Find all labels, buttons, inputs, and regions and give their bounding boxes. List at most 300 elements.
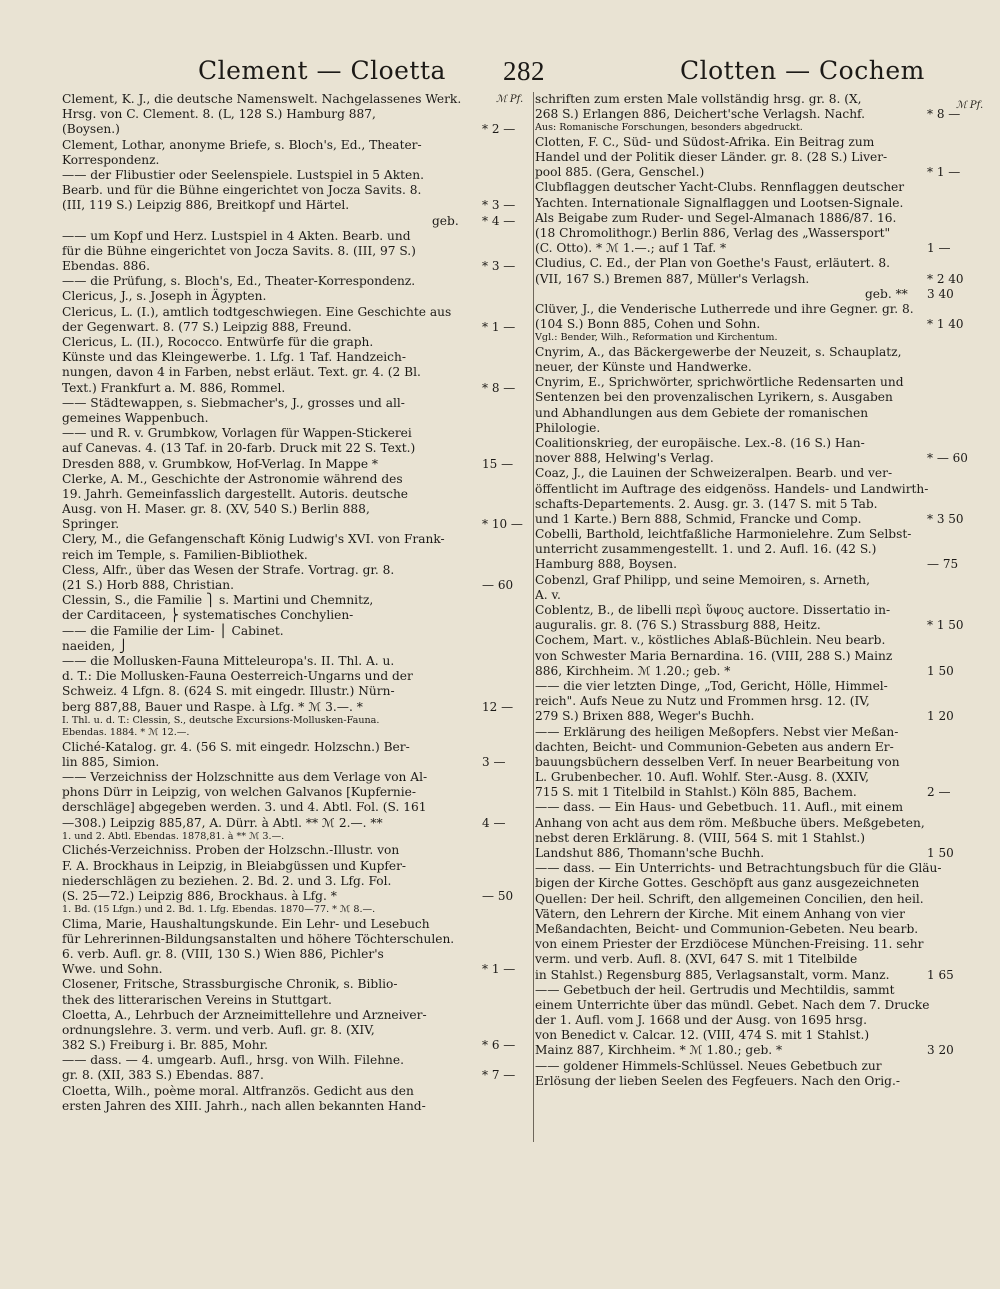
catalog-line-text: Sentenzen bei den provenzalischen Lyrikern, s. Ausgaben xyxy=(535,390,893,405)
catalog-line-text: Als Beigabe zum Ruder- und Segel-Almanach 1886/87. 16. xyxy=(535,210,897,225)
catalog-line xyxy=(535,573,975,588)
catalog-line-text: unterricht zusammengestellt. 1. und 2. Aufl. 16. (42 S.) xyxy=(535,542,877,557)
catalog-line-text: —— Verzeichniss der Holzschnitte aus dem Verlage von Al- xyxy=(62,770,428,785)
catalog-line-price: * — 60 xyxy=(927,451,968,466)
catalog-line xyxy=(62,755,532,770)
catalog-line-text: I. Thl. u. d. T.: Clessin, S., deutsche Excursions-Mollusken-Fauna. xyxy=(62,714,380,726)
catalog-line-text: gr. 8. (XII, 383 S.) Ebendas. 887. xyxy=(62,1068,264,1083)
catalog-line xyxy=(62,740,532,755)
catalog-line xyxy=(535,241,975,256)
catalog-line xyxy=(62,932,532,947)
left-column xyxy=(62,92,532,1152)
catalog-line-price: * 1 — xyxy=(927,165,961,180)
catalog-line-text: Cobenzl, Graf Philipp, und seine Memoiren, s. Arneth, xyxy=(535,572,871,587)
price-column-header-left: ℳ Pf. xyxy=(496,94,524,105)
catalog-line-text: Cless, Alfr., über das Wesen der Strafe. Vortrag. gr. 8. xyxy=(62,562,395,577)
catalog-line xyxy=(62,889,532,904)
catalog-line xyxy=(62,843,532,858)
catalog-line-text: 1. und 2. Abtl. Ebendas. 1878,81. à ** ℳ 3.—. xyxy=(62,830,285,842)
catalog-line xyxy=(535,770,975,785)
catalog-line xyxy=(535,694,975,709)
catalog-line-text: bigen der Kirche Gottes. Geschöpft aus ganz ausgezeichneten xyxy=(535,876,920,891)
catalog-line-price: 1 50 xyxy=(927,846,954,860)
catalog-line-text: —— goldener Himmels-Schlüssel. Neues Gebetbuch zur xyxy=(535,1058,882,1073)
catalog-line xyxy=(535,907,975,922)
catalog-line xyxy=(535,180,975,195)
catalog-line xyxy=(535,287,975,302)
catalog-line-text: F. A. Brockhaus in Leipzig, in Bleiabgüssen und Kupfer- xyxy=(62,858,407,873)
catalog-line-price: * 10 — xyxy=(482,517,523,532)
catalog-line-text: Clubflaggen deutscher Yacht-Clubs. Rennflaggen deutscher xyxy=(535,180,905,195)
catalog-line xyxy=(535,998,975,1013)
catalog-line-text: Ebendas. 1884. * ℳ 12.—. xyxy=(62,727,190,739)
catalog-line-text: —— die Mollusken-Fauna Mitteleuropa's. II. Thl. A. u. xyxy=(62,653,395,668)
header-left-range: Clement — Cloetta xyxy=(198,56,446,85)
catalog-line xyxy=(62,441,532,456)
catalog-line-text: einem Unterrichte über das mündl. Gebet. Nach dem 7. Drucke xyxy=(535,997,930,1012)
catalog-line-price: 12 — xyxy=(482,699,514,714)
catalog-line-price: * 1 40 xyxy=(927,317,964,332)
catalog-line-text: für Lehrerinnen-Bildungsanstalten und höhere Töchterschulen. xyxy=(62,931,455,946)
catalog-line xyxy=(535,375,975,390)
catalog-line xyxy=(62,168,532,183)
catalog-line-text: Landshut 886, Thomann'sche Buchh. xyxy=(535,846,765,860)
catalog-line xyxy=(62,593,532,608)
catalog-line xyxy=(62,563,532,578)
catalog-line xyxy=(62,785,532,800)
catalog-line-text: Meßandachten, Beicht- und Communion-Gebeten. Neu bearb. xyxy=(535,921,919,936)
catalog-line xyxy=(62,548,532,563)
catalog-line-text: auguralis. gr. 8. (76 S.) Strassburg 888, Heitz. xyxy=(535,618,821,633)
catalog-line xyxy=(535,922,975,937)
catalog-line xyxy=(535,664,975,679)
catalog-line-text: (S. 25—72.) Leipzig 886, Brockhaus. à Lfg. * xyxy=(62,888,337,903)
catalog-line xyxy=(535,1074,975,1089)
catalog-line xyxy=(62,198,532,213)
catalog-line xyxy=(535,1013,975,1028)
catalog-line xyxy=(535,92,975,107)
catalog-line xyxy=(535,482,975,497)
catalog-line xyxy=(62,874,532,889)
catalog-line xyxy=(535,876,975,891)
catalog-line-text: Coalitionskrieg, der europäische. Lex.-8. (16 S.) Han- xyxy=(535,435,865,450)
catalog-line-price: 1 20 xyxy=(927,709,954,724)
catalog-line-text: —— dass. — Ein Unterrichts- und Betrachtungsbuch für die Gläu- xyxy=(535,861,942,876)
catalog-line xyxy=(535,937,975,952)
catalog-line xyxy=(535,1043,975,1058)
catalog-line-text: Dresden 888, v. Grumbkow, Hof-Verlag. In Mappe * xyxy=(62,456,378,471)
catalog-line xyxy=(62,214,532,229)
catalog-line xyxy=(535,466,975,481)
catalog-line-price: 3 40 xyxy=(927,286,954,301)
catalog-line-price: — 50 xyxy=(482,888,514,903)
catalog-line-price: * 7 — xyxy=(482,1068,516,1083)
catalog-line-text: schriften zum ersten Male vollständig hrsg. gr. 8. (X, xyxy=(535,92,862,106)
catalog-line xyxy=(62,1008,532,1023)
catalog-line xyxy=(535,512,975,527)
catalog-line xyxy=(62,320,532,335)
catalog-line-text: Ebendas. 886. xyxy=(62,259,150,274)
catalog-line xyxy=(62,365,532,380)
catalog-line-text: ordnungslehre. 3. verm. und verb. Aufl. gr. 8. (XIV, xyxy=(62,1022,375,1037)
catalog-line-text: 886, Kirchheim. ℳ 1.20.; geb. * xyxy=(535,663,731,678)
catalog-line-price: * 1 50 xyxy=(927,618,964,633)
catalog-line-text: Coblentz, B., de libelli περὶ ὕψους auctore. Dissertatio in- xyxy=(535,603,891,617)
catalog-line xyxy=(535,135,975,150)
catalog-line-text: (21 S.) Horb 888, Christian. xyxy=(62,578,234,592)
column-divider xyxy=(533,92,534,1142)
catalog-line-text: Wwe. und Sohn. xyxy=(62,962,163,977)
catalog-line-text: 6. verb. Aufl. gr. 8. (VIII, 130 S.) Wien 886, Pichler's xyxy=(62,946,384,961)
catalog-line xyxy=(535,861,975,876)
catalog-line-price: 3 20 xyxy=(927,1043,954,1058)
catalog-line-text: Clessin, S., die Familie ⎫ s. Martini und Chemnitz, xyxy=(62,593,374,608)
catalog-line xyxy=(535,390,975,405)
right-column xyxy=(535,92,975,1152)
catalog-line xyxy=(62,289,532,304)
catalog-line xyxy=(62,904,532,917)
catalog-line-text: Anhang von acht aus dem röm. Meßbuche übers. Meßgebeten, xyxy=(535,815,925,830)
catalog-line-text: von einem Priester der Erzdiöcese München-Freising. 11. sehr xyxy=(535,937,924,952)
catalog-line-text: Coaz, J., die Lauinen der Schweizeralpen. Bearb. und ver- xyxy=(535,466,893,481)
catalog-line xyxy=(62,669,532,684)
catalog-line xyxy=(62,411,532,426)
catalog-line xyxy=(62,962,532,977)
catalog-line-text: für die Bühne eingerichtet von Jocza Savits. 8. (III, 97 S.) xyxy=(62,243,416,258)
catalog-line-text: —— die Familie der Lim- ⎪ Cabinet. xyxy=(62,623,284,638)
catalog-line-text: pool 885. (Gera, Genschel.) xyxy=(535,165,705,180)
catalog-line-text: gemeines Wappenbuch. xyxy=(62,410,209,425)
catalog-line-text: Quellen: Der heil. Schrift, den allgemeinen Concilien, den heil. xyxy=(535,891,924,906)
catalog-line-text: Text.) Frankfurt a. M. 886, Rommel. xyxy=(62,380,286,395)
catalog-line-text: —308.) Leipzig 885,87, A. Dürr. à Abtl. ** ℳ 2.—. ** xyxy=(62,815,383,830)
catalog-line xyxy=(62,502,532,517)
catalog-line-price: 15 — xyxy=(482,456,514,471)
catalog-line xyxy=(62,122,532,137)
catalog-line-text: neuer, der Künste und Handwerke. xyxy=(535,360,752,374)
catalog-line-text: Clery, M., die Gefangenschaft König Ludwig's XVI. von Frank- xyxy=(62,532,445,547)
catalog-line-text: Cnyrim, A., das Bäckergewerbe der Neuzeit, s. Schauplatz, xyxy=(535,344,902,359)
catalog-line-text: niederschlägen zu beziehen. 2. Bd. 2. und 3. Lfg. Fol. xyxy=(62,873,392,888)
catalog-line xyxy=(535,952,975,967)
catalog-line xyxy=(62,107,532,122)
catalog-line xyxy=(535,226,975,241)
catalog-line-price: * 3 — xyxy=(482,198,516,213)
catalog-line xyxy=(535,165,975,180)
catalog-line-price: 1 — xyxy=(927,241,951,256)
catalog-line-text: nungen, davon 4 in Farben, nebst erläut. Text. gr. 4. (2 Bl. xyxy=(62,365,421,380)
catalog-line xyxy=(535,421,975,436)
catalog-line-text: A. v. xyxy=(535,587,561,602)
catalog-line xyxy=(535,1028,975,1043)
catalog-line xyxy=(535,317,975,332)
catalog-line xyxy=(535,1059,975,1074)
catalog-line xyxy=(535,557,975,572)
catalog-line-text: Hamburg 888, Boysen. xyxy=(535,557,677,572)
catalog-line-text: (VII, 167 S.) Bremen 887, Müller's Verlagsh. xyxy=(535,271,810,286)
catalog-line xyxy=(62,608,532,623)
catalog-line xyxy=(535,603,975,618)
catalog-line xyxy=(62,727,532,740)
catalog-line-price: * 1 — xyxy=(482,319,516,334)
catalog-line xyxy=(535,633,975,648)
catalog-line xyxy=(62,381,532,396)
catalog-line-text: Bearb. und für die Bühne eingerichtet von Jocza Savits. 8. xyxy=(62,183,422,198)
catalog-line xyxy=(535,785,975,800)
catalog-line xyxy=(62,396,532,411)
catalog-line-text: 715 S. mit 1 Titelbild in Stahlst.) Köln 885, Bachem. xyxy=(535,785,857,800)
catalog-line xyxy=(62,700,532,715)
catalog-line-price: * 3 — xyxy=(482,259,516,274)
catalog-line xyxy=(62,1068,532,1083)
catalog-line xyxy=(62,578,532,593)
catalog-line xyxy=(62,92,532,107)
catalog-line-text: Cloetta, A., Lehrbuch der Arzneimittellehre und Arzneiver- xyxy=(62,1007,427,1022)
catalog-line-text: Ausg. von H. Maser. gr. 8. (XV, 540 S.) Berlin 888, xyxy=(62,502,370,517)
catalog-line-text: Clerke, A. M., Geschichte der Astronomie während des xyxy=(62,471,403,486)
catalog-line-price: * 2 — xyxy=(482,122,516,137)
catalog-line xyxy=(535,107,975,122)
catalog-line xyxy=(535,831,975,846)
catalog-line-price: * 3 50 xyxy=(927,511,964,526)
page-number: 282 xyxy=(503,56,545,86)
catalog-line xyxy=(535,256,975,271)
catalog-line xyxy=(535,302,975,317)
catalog-line xyxy=(535,542,975,557)
catalog-line xyxy=(535,755,975,770)
catalog-line xyxy=(62,532,532,547)
catalog-line xyxy=(535,436,975,451)
catalog-line-text: Clement, Lothar, anonyme Briefe, s. Bloch's, Ed., Theater- xyxy=(62,137,422,152)
catalog-line-text: d. T.: Die Mollusken-Fauna Oesterreich-Ungarns und der xyxy=(62,669,413,684)
catalog-line xyxy=(535,527,975,542)
catalog-line-text: Clotten, F. C., Süd- und Südost-Afrika. Ein Beitrag zum xyxy=(535,134,875,149)
catalog-line-text: Handel und der Politik dieser Länder. gr. 8. (28 S.) Liver- xyxy=(535,150,888,165)
catalog-line xyxy=(62,1023,532,1038)
catalog-line-price: — 75 xyxy=(927,557,959,572)
catalog-line xyxy=(535,679,975,694)
catalog-line-price: * 2 40 xyxy=(927,271,964,286)
catalog-line xyxy=(62,487,532,502)
catalog-line-price: * 4 — xyxy=(482,213,516,228)
catalog-line-text: —— Städtewappen, s. Siebmacher's, J., grosses und all- xyxy=(62,395,405,410)
catalog-line xyxy=(62,917,532,932)
catalog-line-text: Mainz 887, Kirchheim. * ℳ 1.80.; geb. * xyxy=(535,1043,783,1058)
catalog-line xyxy=(535,272,975,287)
catalog-line xyxy=(62,183,532,198)
catalog-line xyxy=(535,451,975,466)
catalog-line xyxy=(535,983,975,998)
catalog-line-text: 1. Bd. (15 Lfgn.) und 2. Bd. 1. Lfg. Ebendas. 1870—77. * ℳ 8.—. xyxy=(62,904,376,916)
catalog-line-text: Clima, Marie, Haushaltungskunde. Ein Lehr- und Lesebuch xyxy=(62,916,430,931)
catalog-line-text: geb. ** xyxy=(865,286,908,301)
catalog-line-text: von Schwester Maria Bernardina. 16. (VIII, 288 S.) Mainz xyxy=(535,648,893,663)
catalog-line-text: 279 S.) Brixen 888, Weger's Buchh. xyxy=(535,709,755,724)
catalog-line xyxy=(62,800,532,815)
catalog-line-text: —— Gebetbuch der heil. Gertrudis und Mechtildis, sammt xyxy=(535,982,895,997)
catalog-line xyxy=(62,1038,532,1053)
catalog-line xyxy=(535,345,975,360)
catalog-line xyxy=(62,977,532,992)
catalog-line-text: Cliché-Katalog. gr. 4. (56 S. mit eingedr. Holzschn.) Ber- xyxy=(62,739,410,754)
catalog-line xyxy=(535,968,975,983)
catalog-line xyxy=(62,517,532,532)
catalog-line-text: nover 888, Helwing's Verlag. xyxy=(535,451,714,466)
catalog-line xyxy=(62,244,532,259)
catalog-line-text: derschläge] abgegeben werden. 3. und 4. Abtl. Fol. (S. 161 xyxy=(62,800,427,815)
catalog-line-text: (C. Otto). * ℳ 1.—.; auf 1 Taf. * xyxy=(535,241,727,256)
catalog-line-text: Clericus, L. (II.), Rococco. Entwürfe für die graph. xyxy=(62,335,374,349)
catalog-line-text: von Benedict v. Calcar. 12. (VIII, 474 S. mit 1 Stahlst.) xyxy=(535,1028,870,1043)
catalog-line-text: ersten Jahren des XIII. Jahrh., nach allen bekannten Hand- xyxy=(62,1098,426,1113)
catalog-line-text: Vätern, den Lehrern der Kirche. Mit einem Anhang von vier xyxy=(535,906,905,921)
catalog-line-text: Springer. xyxy=(62,517,120,532)
catalog-line-text: geb. xyxy=(432,213,459,228)
catalog-line xyxy=(62,770,532,785)
catalog-line-text: und Abhandlungen aus dem Gebiete der romanischen xyxy=(535,405,869,420)
catalog-line-text: berg 887,88, Bauer und Raspe. à Lfg. * ℳ 3.—. * xyxy=(62,699,363,714)
catalog-line xyxy=(62,153,532,168)
catalog-line xyxy=(62,305,532,320)
catalog-line xyxy=(535,892,975,907)
catalog-line-price: — 60 xyxy=(482,578,514,592)
catalog-line-price: * 8 — xyxy=(927,107,961,122)
catalog-line-text: —— Erklärung des heiligen Meßopfers. Nebst vier Meßan- xyxy=(535,724,899,739)
catalog-line xyxy=(62,1084,532,1099)
catalog-line xyxy=(535,816,975,831)
catalog-line-text: und 1 Karte.) Bern 888, Schmid, Francke und Comp. xyxy=(535,511,862,526)
catalog-line-text: Yachten. Internationale Signalflaggen und Lootsen-Signale. xyxy=(535,195,904,210)
catalog-line xyxy=(535,649,975,664)
catalog-line-price: * 6 — xyxy=(482,1038,516,1053)
catalog-line xyxy=(62,859,532,874)
catalog-line-price: 1 65 xyxy=(927,967,954,982)
catalog-line-text: verm. und verb. Aufl. 8. (XVI, 647 S. mit 1 Titelbilde xyxy=(535,952,858,967)
catalog-line xyxy=(535,846,975,861)
catalog-line-text: Philologie. xyxy=(535,420,601,435)
catalog-line-text: Clichés-Verzeichniss. Proben der Holzschn.-Illustr. von xyxy=(62,843,400,858)
catalog-line xyxy=(535,211,975,226)
catalog-line xyxy=(62,1053,532,1068)
catalog-line-text: —— die vier letzten Dinge, „Tod, Gericht, Hölle, Himmel- xyxy=(535,678,888,693)
catalog-line xyxy=(62,138,532,153)
catalog-line-text: der 1. Aufl. vom J. 1668 und der Ausg. von 1695 hrsg. xyxy=(535,1013,867,1028)
catalog-line-price: 4 — xyxy=(482,815,506,830)
catalog-line-text: 382 S.) Freiburg i. Br. 885, Mohr. xyxy=(62,1038,268,1053)
catalog-line xyxy=(62,947,532,962)
catalog-line-text: 19. Jahrh. Gemeinfasslich dargestellt. Autoris. deutsche xyxy=(62,486,409,501)
catalog-line-text: Cloetta, Wilh., poème moral. Altfranzös. Gedicht aus den xyxy=(62,1083,414,1098)
catalog-line-text: Künste und das Kleingewerbe. 1. Lfg. 1 Taf. Handzeich- xyxy=(62,350,406,365)
catalog-line-text: dachten, Beicht- und Communion-Gebeten aus andern Er- xyxy=(535,739,894,754)
catalog-line-text: der Gegenwart. 8. (77 S.) Leipzig 888, Freund. xyxy=(62,319,352,334)
catalog-line-text: —— dass. — Ein Haus- und Gebetbuch. 11. Aufl., mit einem xyxy=(535,800,904,815)
catalog-line-text: Schweiz. 4 Lfgn. 8. (624 S. mit eingedr. Illustr.) Nürn- xyxy=(62,684,395,699)
catalog-line xyxy=(62,350,532,365)
catalog-line-price: 3 — xyxy=(482,754,506,769)
catalog-line xyxy=(62,684,532,699)
catalog-line xyxy=(62,457,532,472)
catalog-line-text: der Carditaceen, ⎬ systematisches Conchylien- xyxy=(62,608,354,623)
catalog-line xyxy=(535,618,975,633)
catalog-line-text: Cnyrim, E., Sprichwörter, sprichwörtliche Redensarten und xyxy=(535,375,904,390)
catalog-line-price: * 1 — xyxy=(482,962,516,977)
catalog-line xyxy=(535,122,975,135)
catalog-line-text: —— um Kopf und Herz. Lustspiel in 4 Akten. Bearb. und xyxy=(62,228,411,243)
catalog-line xyxy=(62,654,532,669)
catalog-line-text: bauungsbüchern desselben Verf. In neuer Bearbeitung von xyxy=(535,754,900,769)
catalog-line xyxy=(535,332,975,345)
catalog-line-text: —— die Prüfung, s. Bloch's, Ed., Theater-Korrespondenz. xyxy=(62,274,416,289)
catalog-line-price: 1 50 xyxy=(927,663,954,678)
catalog-line xyxy=(535,709,975,724)
catalog-line-text: naeiden, ⎭ xyxy=(62,638,128,653)
catalog-line-text: 268 S.) Erlangen 886, Deichert'sche Verlagsh. Nachf. xyxy=(535,107,865,122)
catalog-line xyxy=(535,406,975,421)
catalog-line-text: Closener, Fritsche, Strassburgische Chronik, s. Biblio- xyxy=(62,977,398,992)
catalog-line xyxy=(62,426,532,441)
catalog-line-text: Korrespondenz. xyxy=(62,152,160,167)
catalog-line xyxy=(535,588,975,603)
catalog-line-text: (104 S.) Bonn 885, Cohen und Sohn. xyxy=(535,317,761,332)
catalog-line-text: lin 885, Simion. xyxy=(62,754,160,769)
catalog-line-text: Clericus, J., s. Joseph in Ägypten. xyxy=(62,289,267,304)
catalog-line xyxy=(535,740,975,755)
catalog-line-text: —— der Flibustier oder Seelenspiele. Lustspiel in 5 Akten. xyxy=(62,167,424,182)
catalog-line xyxy=(535,150,975,165)
catalog-line-text: Cludius, C. Ed., der Plan von Goethe's Faust, erläutert. 8. xyxy=(535,256,890,271)
catalog-line-text: reich im Temple, s. Familien-Bibliothek. xyxy=(62,547,308,562)
price-column-header-right: ℳ Pf. xyxy=(956,100,984,111)
page-header xyxy=(0,56,1000,96)
catalog-line xyxy=(62,816,532,831)
catalog-line xyxy=(62,831,532,844)
header-right-range: Clotten — Cochem xyxy=(680,56,925,85)
catalog-line-text: Clement, K. J., die deutsche Namenswelt. Nachgelassenes Werk. xyxy=(62,92,462,106)
catalog-line xyxy=(62,1099,532,1114)
catalog-line xyxy=(62,229,532,244)
catalog-line-text: schafts-Departements. 2. Ausg. gr. 3. (147 S. mit 5 Tab. xyxy=(535,496,878,511)
catalog-line xyxy=(535,360,975,375)
catalog-line xyxy=(62,639,532,654)
catalog-line xyxy=(535,800,975,815)
catalog-line-price: 2 — xyxy=(927,785,951,800)
catalog-line-text: (III, 119 S.) Leipzig 886, Breitkopf und Härtel. xyxy=(62,198,350,213)
catalog-line xyxy=(535,497,975,512)
catalog-line-text: Aus: Romanische Forschungen, besonders abgedruckt. xyxy=(535,122,803,134)
catalog-line-text: nebst deren Erklärung. 8. (VIII, 564 S. mit 1 Stahlst.) xyxy=(535,830,865,845)
catalog-line-text: in Stahlst.) Regensburg 885, Verlagsanstalt, vorm. Manz. xyxy=(535,967,890,982)
catalog-line xyxy=(62,624,532,639)
catalog-line-text: —— und R. v. Grumbkow, Vorlagen für Wappen-Stickerei xyxy=(62,426,412,441)
catalog-line-text: öffentlicht im Auftrage des eidgenöss. Handels- und Landwirth- xyxy=(535,481,929,496)
catalog-line-text: auf Canevas. 4. (13 Taf. in 20-farb. Druck mit 22 S. Text.) xyxy=(62,441,416,456)
catalog-line-price: * 8 — xyxy=(482,380,516,395)
catalog-line-text: (Boysen.) xyxy=(62,122,120,137)
catalog-line-text: (18 Chromolithogr.) Berlin 886, Verlag des „Wassersport" xyxy=(535,226,891,240)
catalog-line-text: Vgl.: Bender, Wilh., Reformation und Kirchentum. xyxy=(535,332,778,344)
catalog-line-text: Cochem, Mart. v., köstliches Ablaß-Büchlein. Neu bearb. xyxy=(535,633,886,648)
catalog-line-text: thek des litterarischen Vereins in Stuttgart. xyxy=(62,992,332,1007)
catalog-line-text: Hrsg. von C. Clement. 8. (L, 128 S.) Hamburg 887, xyxy=(62,107,376,122)
catalog-line-text: Cobelli, Barthold, leichtfaßliche Harmonielehre. Zum Selbst- xyxy=(535,527,912,542)
catalog-line xyxy=(62,472,532,487)
catalog-line-text: phons Dürr in Leipzig, von welchen Galvanos [Kupfernie- xyxy=(62,785,416,800)
catalog-line-text: Clericus, L. (I.), amtlich todtgeschwiegen. Eine Geschichte aus xyxy=(62,304,452,319)
catalog-line-text: reich". Aufs Neue zu Nutz und Frommen hrsg. 12. (IV, xyxy=(535,694,870,709)
catalog-line xyxy=(62,715,532,728)
catalog-line-text: Clüver, J., die Venderische Lutherrede und ihre Gegner. gr. 8. xyxy=(535,301,914,316)
